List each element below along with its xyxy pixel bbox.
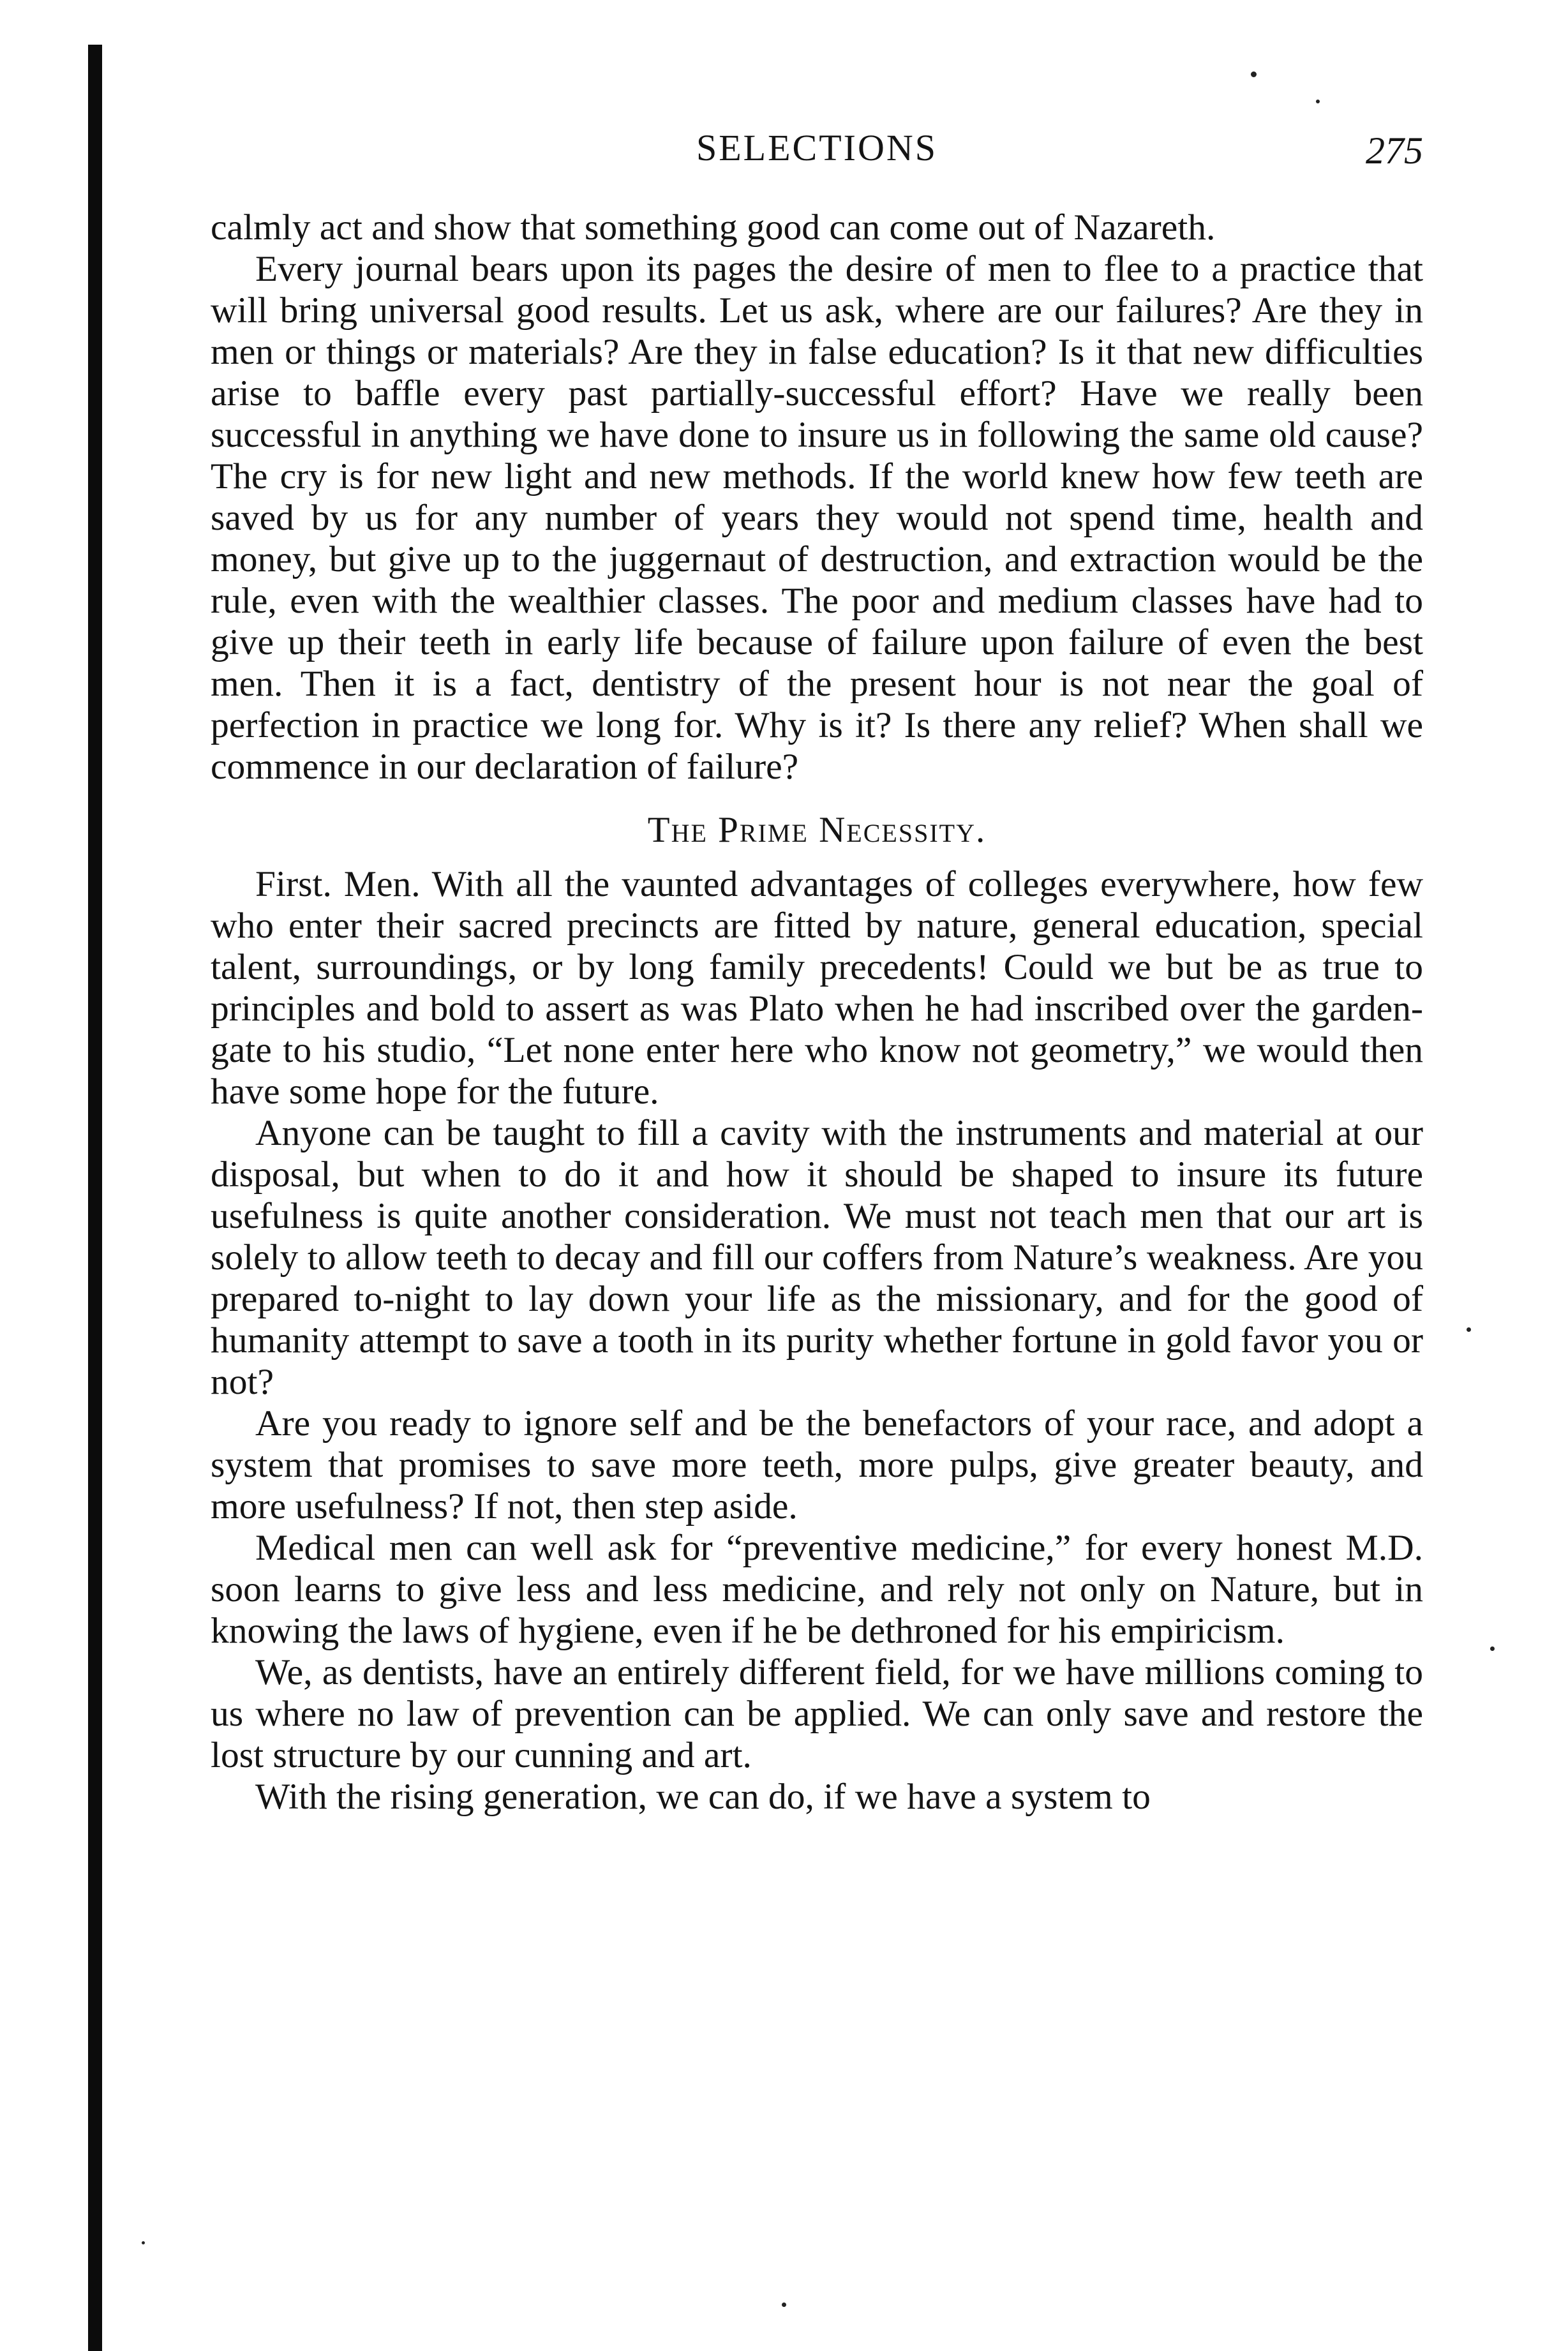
paper-speck [1490, 1646, 1495, 1651]
paragraph: Every journal bears upon its pages the desire of men to flee to a practice that will bring universal good results. Let us ask, where are our failures? Are they in men or things or materials? Are they in false education? Is it that new difficulties arise to baffle every past partially-successful effort? Have we really been successful in anything we have done to insure us in following the same old cause? The cry is for new light and new methods. If the world knew how few teeth are saved by us for any number of years they would not spend time, health and money, but give up to the juggernaut of destruction, and extraction would be the rule, even with the wealthier classes. The poor and medium classes have had to give up their teeth in early life because of failure upon failure of even the best men. Then it is a fact, dentistry of the present hour is not near the goal of perfection in practice we long for. Why is it? Is there any relief? When shall we commence in our declaration of failure? [211, 249, 1423, 787]
paper-speck [782, 2302, 786, 2307]
page-header [211, 126, 1423, 177]
paper-speck [1467, 1327, 1471, 1332]
paragraph: Anyone can be taught to fill a cavity with the instruments and material at our disposal, but when to do it and how it should be shaped to insure its future usefulness is quite another consideration. We must not teach men that our art is solely to allow teeth to decay and fill our coffers from Nature’s weakness. Are you prepared to-night to lay down your life as the missionary, and for the good of humanity attempt to save a tooth in its purity whether fortune in gold favor you or not? [211, 1113, 1423, 1402]
running-head: SELECTIONS [696, 127, 937, 168]
paragraph: We, as dentists, have an entirely different field, for we have millions coming to us where no law of prevention can be applied. We can only save and restore the lost structure by our cunning and art. [211, 1652, 1423, 1775]
binding-edge [88, 45, 102, 2351]
paragraph: Are you ready to ignore self and be the benefactors of your race, and adopt a system that promises to save more teeth, more pulps, give greater beauty, and more usefulness? If not, then step aside. [211, 1403, 1423, 1526]
paragraph: First. Men. With all the vaunted advantages of colleges everywhere, how few who enter their sacred precincts are fitted by nature, general education, special talent, surroundings, or by long family precedents! Could we but be as true to principles and bold to assert as was Plato when he had inscribed over the garden-gate to his studio, “Let none enter here who know not geometry,” we would then have some hope for the future. [211, 864, 1423, 1112]
paper-speck [1251, 71, 1257, 77]
page-number: 275 [1366, 130, 1423, 172]
paragraph: Medical men can well ask for “preventive medicine,” for every honest M.D. soon learns to give less and less medicine, and rely not only on Nature, but in knowing the laws of hygiene, even if he be dethroned for his empiricism. [211, 1528, 1423, 1651]
paper-speck [142, 2241, 145, 2244]
paragraph: With the rising generation, we can do, if we have a system to [255, 1777, 1151, 1817]
section-heading: The Prime Necessity. [647, 810, 987, 850]
body-text [211, 207, 1423, 1817]
paragraph: calmly act and show that something good can come out of Nazareth. [211, 207, 1216, 248]
paper-speck [1316, 100, 1320, 103]
